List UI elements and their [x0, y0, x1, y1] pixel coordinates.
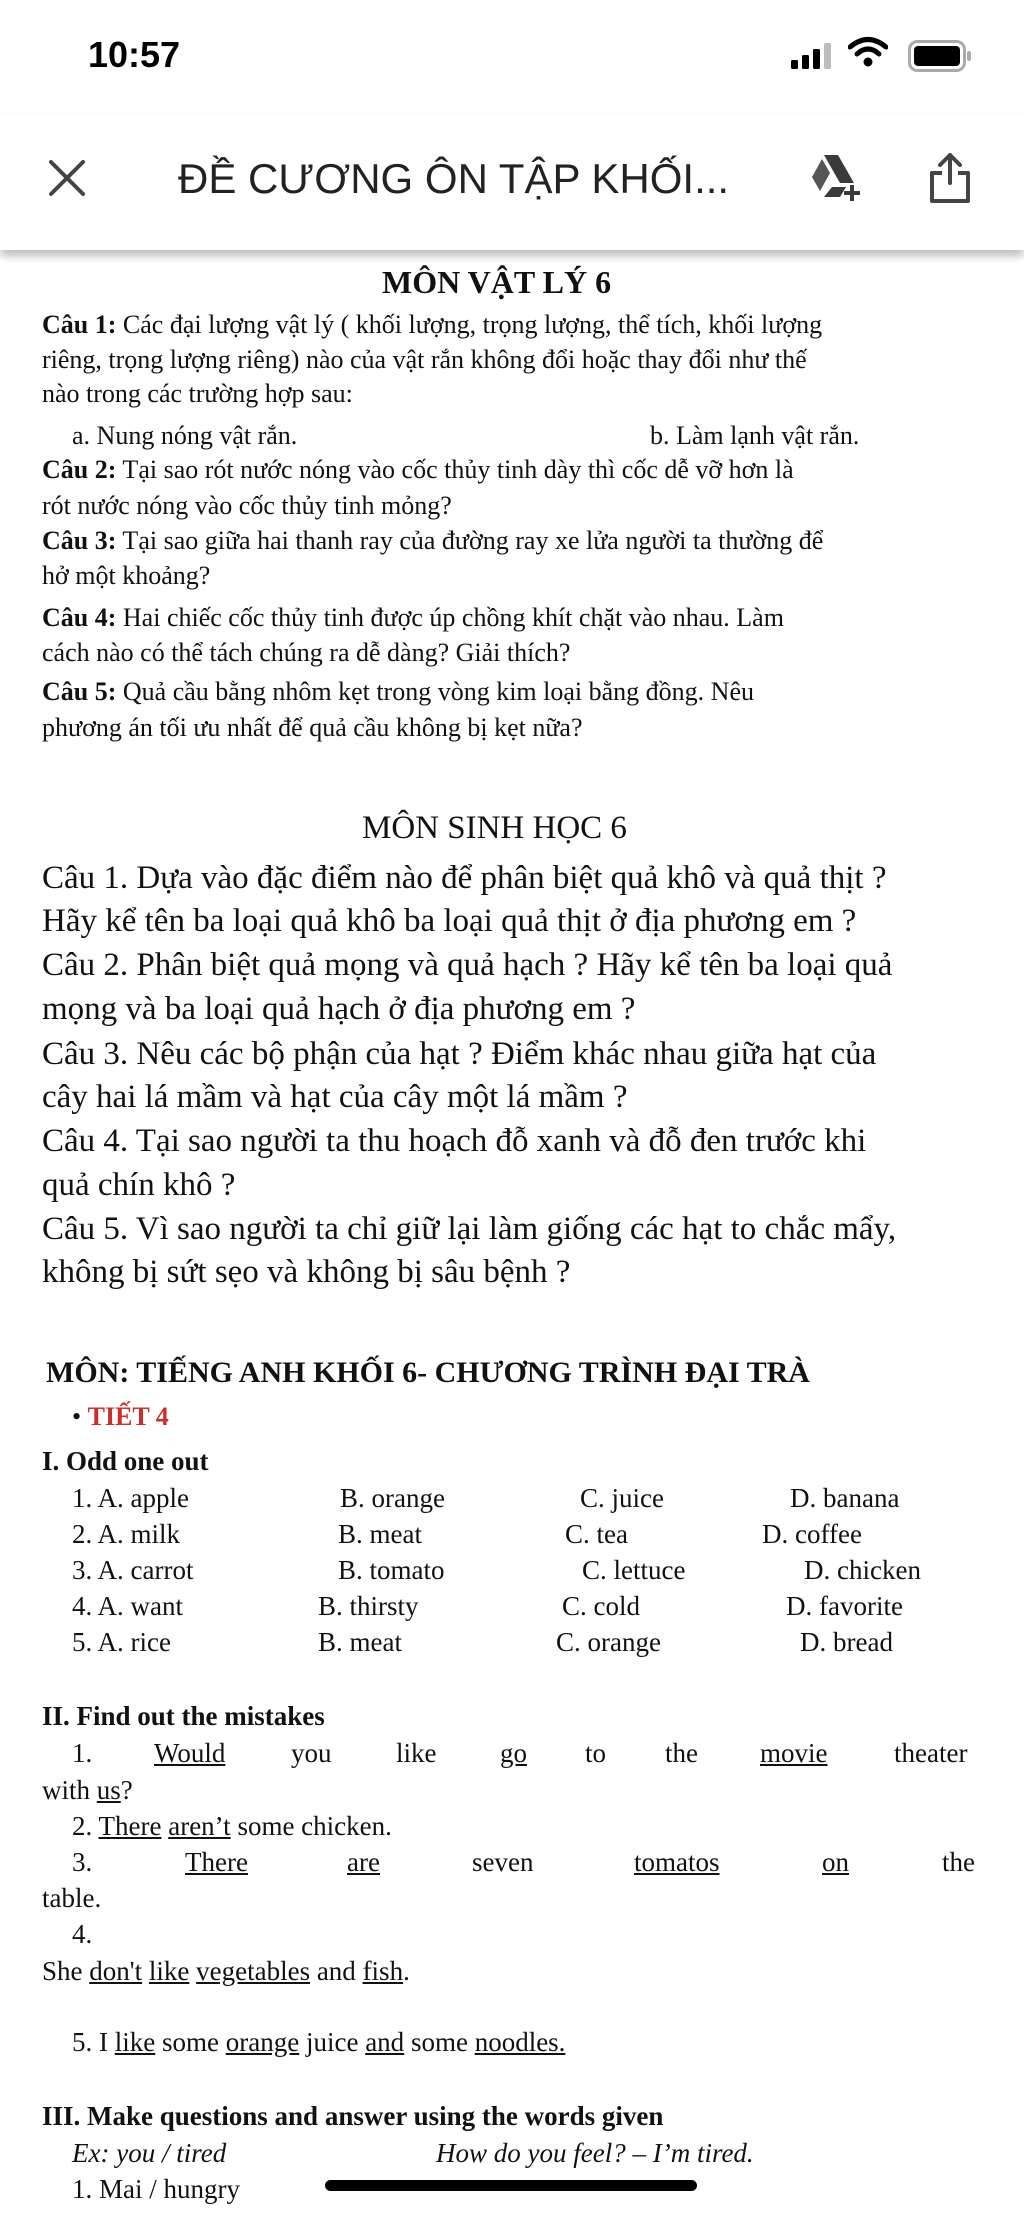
odd-row-3-c: C. lettuce: [582, 1555, 686, 1585]
odd-row-1-b: B. orange: [340, 1483, 445, 1513]
physics-q3-line2: hở một khoảng?: [42, 561, 211, 590]
biology-line: quả chín khô ?: [42, 1167, 236, 1203]
m1-word: 1.: [72, 1738, 93, 1768]
odd-row-1-a: 1. A. apple: [72, 1483, 189, 1513]
odd-row-2-d: D. coffee: [762, 1519, 862, 1549]
physics-q4-line1: Câu 4: Hai chiếc cốc thủy tinh được úp chồng khít chặt vào nhau. Làm: [42, 603, 784, 632]
example-prompt: Ex: you / tired: [72, 2138, 227, 2168]
biology-line: không bị sứt sẹo và không bị sâu bệnh ?: [42, 1254, 571, 1290]
odd-row-4-c: C. cold: [562, 1591, 640, 1621]
physics-q1-line2: riêng, trọng lượng riêng) nào của vật rắn không đổi hoặc thay đổi như thế: [42, 345, 807, 374]
physics-q5-line2: phương án tối ưu nhất để quả cầu không bị kẹt nữa?: [42, 713, 583, 742]
example-answer: How do you feel? – I’m tired.: [436, 2138, 754, 2168]
signal-icon: [791, 43, 835, 69]
status-time: 10:57: [88, 34, 181, 75]
close-icon[interactable]: [46, 157, 88, 199]
physics-q2-line2: rót nước nóng vào cốc thủy tinh mỏng?: [42, 491, 452, 520]
m3-word: are: [347, 1847, 380, 1877]
biology-line: Câu 2. Phân biệt quả mọng và quả hạch ? Hãy kể tên ba loại quả: [42, 947, 893, 983]
section-3-title: III. Make questions and answer using the words given: [42, 2101, 664, 2131]
m1-word: to: [585, 1738, 607, 1768]
odd-row-3-d: D. chicken: [804, 1555, 921, 1585]
odd-row-4-b: B. thirsty: [318, 1591, 419, 1621]
m3-word: 3.: [72, 1847, 93, 1877]
m1-word: the: [665, 1738, 698, 1768]
physics-q1-option-b: b. Làm lạnh vật rắn.: [650, 421, 860, 450]
m3-continued: table.: [42, 1883, 102, 1913]
viewer-toolbar: [0, 115, 1024, 250]
odd-row-4-a: 4. A. want: [72, 1591, 183, 1621]
biology-line: Câu 5. Vì sao người ta chỉ giữ lại làm giống các hạt to chắc mẩy,: [42, 1211, 897, 1247]
battery-icon: [908, 40, 974, 72]
biology-line: Câu 1. Dựa vào đặc điểm nào để phân biệt quả khô và quả thịt ?: [42, 860, 887, 896]
m1-word: like: [396, 1738, 437, 1768]
odd-row-3-b: B. tomato: [338, 1555, 445, 1585]
home-indicator[interactable]: [325, 2180, 697, 2191]
physics-q1-option-a: a. Nung nóng vật rắn.: [72, 421, 298, 450]
m1-word: theater: [894, 1738, 968, 1768]
bullet: •: [72, 1402, 82, 1431]
m3-word: seven: [472, 1847, 534, 1877]
m1-continued: with us?: [42, 1775, 133, 1805]
physics-q4-line2: cách nào có thể tách chúng ra dễ dàng? Giải thích?: [42, 638, 571, 667]
m1-word: you: [291, 1738, 332, 1768]
biology-line: Câu 4. Tại sao người ta thu hoạch đỗ xanh và đỗ đen trước khi: [42, 1123, 867, 1159]
m3-word: There: [185, 1847, 248, 1877]
share-icon[interactable]: [928, 151, 972, 205]
odd-row-4-d: D. favorite: [786, 1591, 903, 1621]
m1-word: Would: [154, 1738, 226, 1768]
odd-row-5-a: 5. A. rice: [72, 1627, 171, 1657]
english-title: MÔN: TIẾNG ANH KHỐI 6- CHƯƠNG TRÌNH ĐẠI TRÀ: [46, 1356, 810, 1389]
document-page: [0, 250, 1024, 2214]
biology-line: Câu 3. Nêu các bộ phận của hạt ? Điểm khác nhau giữa hạt của: [42, 1036, 877, 1072]
biology-line: mọng và ba loại quả hạch ở địa phương em ?: [42, 991, 636, 1027]
physics-q2-line1: Câu 2: Tại sao rót nước nóng vào cốc thủy tinh dày thì cốc dễ vỡ hơn là: [42, 455, 794, 484]
wifi-icon: [848, 36, 888, 68]
odd-row-3-a: 3. A. carrot: [72, 1555, 194, 1585]
document-title: ĐỀ CƯƠNG ÔN TẬP KHỐI...: [178, 155, 730, 202]
physics-title: MÔN VẬT LÝ 6: [382, 264, 612, 300]
odd-row-1-d: D. banana: [790, 1483, 900, 1513]
m4-number: 4.: [72, 1919, 93, 1949]
biology-line: Hãy kể tên ba loại quả khô ba loại quả thịt ở địa phương em ?: [42, 903, 857, 939]
odd-row-2-a: 2. A. milk: [72, 1519, 181, 1549]
m4-line: She don't like vegetables and fish.: [42, 1956, 410, 1986]
odd-row-5-c: C. orange: [556, 1627, 661, 1657]
question-1: 1. Mai / hungry: [72, 2174, 240, 2204]
odd-row-1-c: C. juice: [580, 1483, 664, 1513]
m1-word: go: [500, 1738, 527, 1768]
section-2-title: II. Find out the mistakes: [42, 1701, 325, 1731]
m3-word: the: [942, 1847, 975, 1877]
biology-title: MÔN SINH HỌC 6: [362, 810, 627, 846]
lesson-label: TIẾT 4: [87, 1402, 169, 1431]
m3-word: on: [822, 1847, 849, 1877]
odd-row-5-b: B. meat: [318, 1627, 402, 1657]
physics-q3-line1: Câu 3: Tại sao giữa hai thanh ray của đường ray xe lửa người ta thường để: [42, 526, 824, 555]
m3-word: tomatos: [634, 1847, 720, 1877]
physics-q1-line1: Câu 1: Các đại lượng vật lý ( khối lượng, trọng lượng, thể tích, khối lượng: [42, 310, 823, 339]
lesson-marker: [72, 1402, 169, 1432]
m5-line: 5. I like some orange juice and some noodles.: [72, 2027, 566, 2057]
m1-word: movie: [760, 1738, 828, 1768]
add-to-drive-icon[interactable]: [806, 151, 866, 205]
odd-row-2-b: B. meat: [338, 1519, 422, 1549]
biology-line: cây hai lá mầm và hạt của cây một lá mầm ?: [42, 1079, 628, 1115]
odd-row-5-d: D. bread: [800, 1627, 893, 1657]
status-bar: [0, 0, 1024, 115]
m2-line: 2. There aren’t some chicken.: [72, 1811, 392, 1841]
odd-row-2-c: C. tea: [565, 1519, 628, 1549]
section-1-title: I. Odd one out: [42, 1446, 209, 1476]
physics-q5-line1: Câu 5: Quả cầu bằng nhôm kẹt trong vòng kim loại bằng đồng. Nêu: [42, 677, 755, 706]
physics-q1-line3: nào trong các trường hợp sau:: [42, 379, 353, 408]
